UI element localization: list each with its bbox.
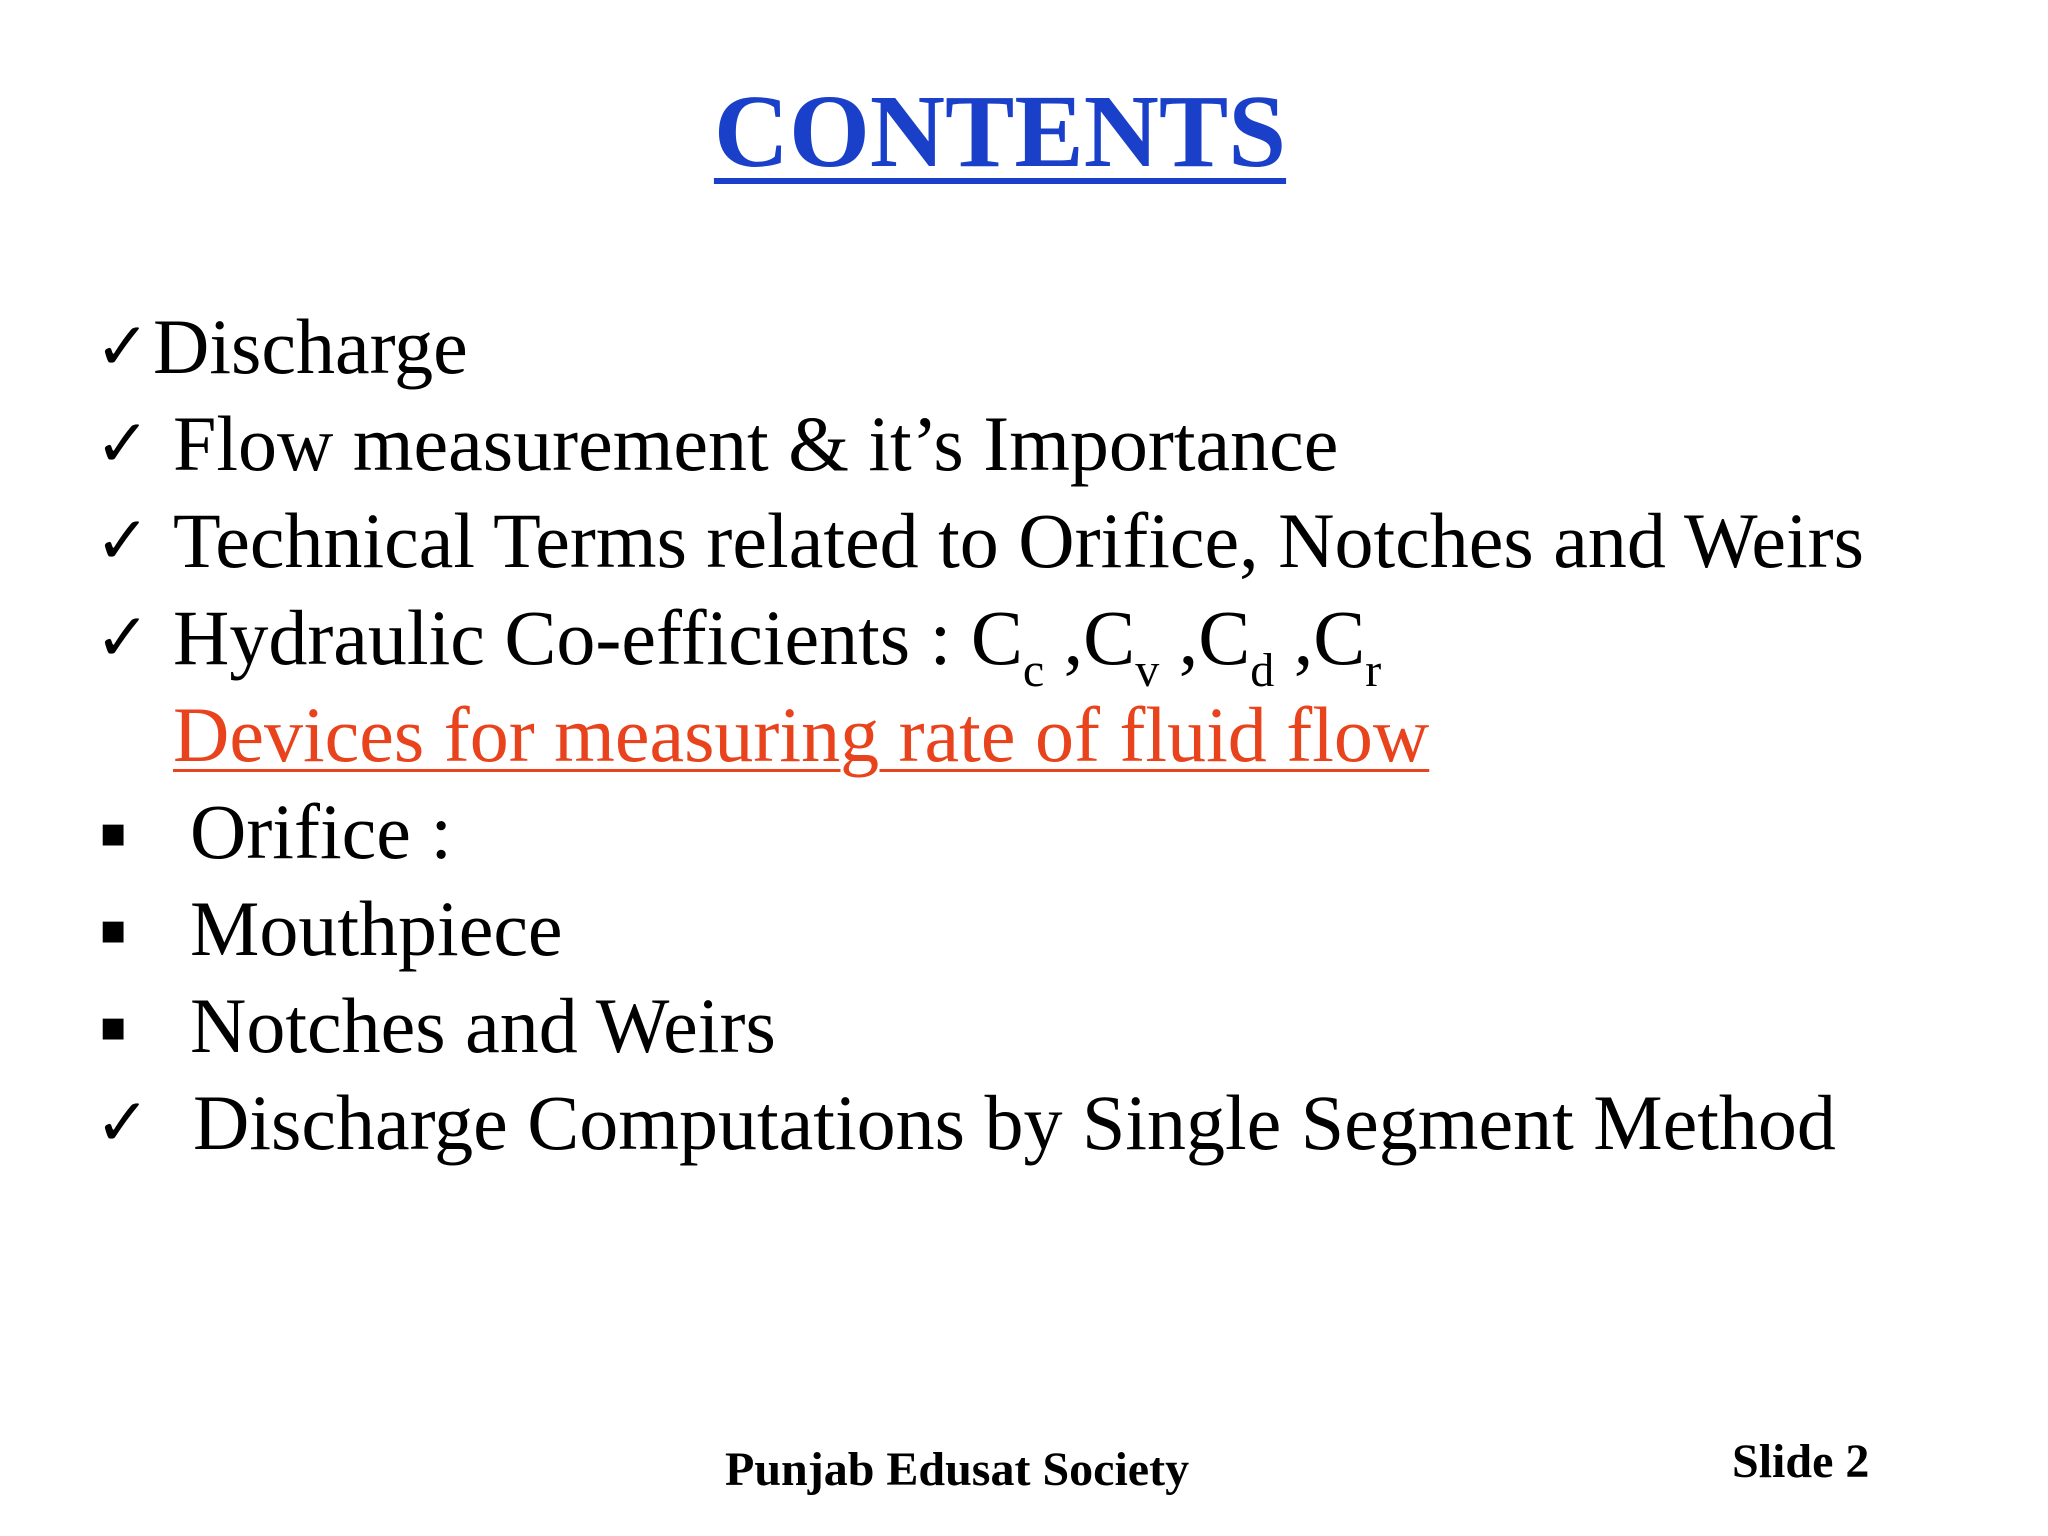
coefficient-cv: $C_v$ , [1083, 594, 1199, 697]
device-item-text: Mouthpiece [190, 885, 563, 972]
contents-list [95, 298, 1995, 1171]
coefficient-cd: $C_d$ , [1198, 594, 1314, 697]
list-item-text: Discharge [153, 303, 468, 390]
list-item-text: Hydraulic Co-efficients : [173, 594, 971, 681]
list-item-flow-measurement [95, 395, 1995, 492]
slide-title-text: CONTENTS [713, 74, 1287, 189]
device-item-mouthpiece [95, 880, 1995, 977]
square-bullet-icon: ▪ [99, 1001, 128, 1050]
checkmark-icon: ✓ [95, 502, 151, 579]
list-item-text: Flow measurement & it’s Importance [173, 400, 1339, 487]
list-item-text: Technical Terms related to Orifice, Notches and Weirs [173, 497, 1864, 584]
devices-heading: Devices for measuring rate of fluid flow [173, 691, 1430, 778]
device-item-orifice [95, 783, 1995, 880]
coefficient-cr: $C_r$ [1313, 594, 1382, 697]
device-item-text: Orifice : [190, 788, 453, 875]
checkmark-icon: ✓ [95, 599, 151, 676]
footer-organization: Punjab Edusat Society [725, 1443, 1190, 1496]
device-item-text: Notches and Weirs [190, 982, 776, 1069]
checkmark-icon: ✓ [95, 308, 151, 385]
slide-title [0, 72, 2000, 192]
square-bullet-icon: ▪ [99, 807, 128, 856]
square-bullet-icon: ▪ [99, 904, 128, 953]
list-item-technical-terms [95, 492, 1995, 589]
list-item-text: Discharge Computations by Single Segment Method [193, 1079, 1836, 1166]
devices-heading-row [95, 686, 1995, 783]
checkmark-icon: ✓ [95, 405, 151, 482]
coefficient-cc: $C_c$ , [970, 594, 1084, 697]
device-item-notches-weirs [95, 977, 1995, 1074]
list-item-discharge [95, 298, 1995, 395]
list-item-hydraulic-coefficients [95, 589, 1995, 697]
list-item-discharge-computations [95, 1074, 1995, 1171]
checkmark-icon: ✓ [95, 1084, 151, 1161]
footer-slide-number: Slide 2 [1732, 1435, 1870, 1488]
